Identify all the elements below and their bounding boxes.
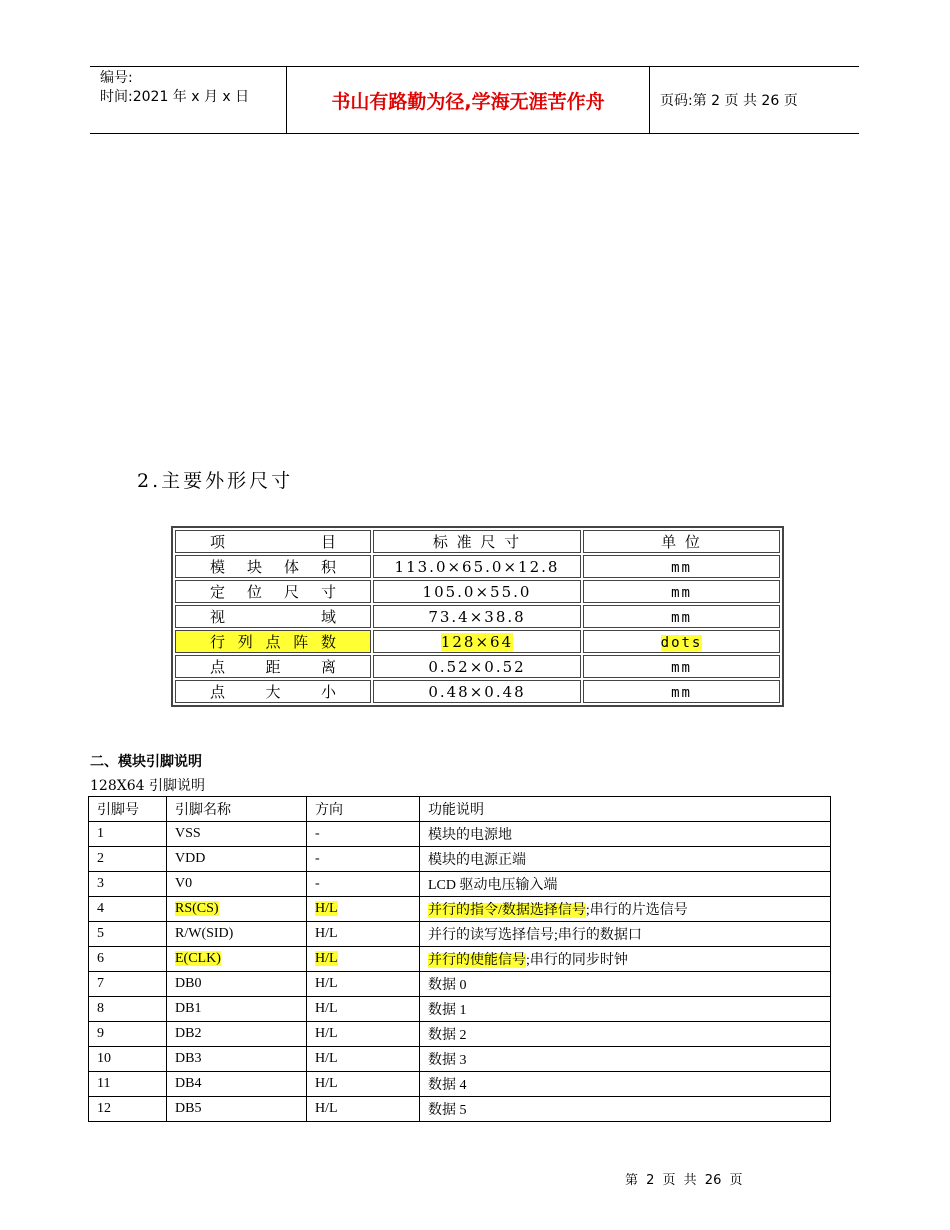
table-row [89,1047,831,1072]
pin-name-cell [167,972,307,997]
dim-item-cell-text [176,631,370,652]
pin-name: VDD [175,851,206,866]
header-divider [649,67,650,133]
dim-row [175,630,780,653]
pin-function-cell [420,822,831,847]
dim-unit-value: dots [660,634,703,651]
char: 点 [210,658,226,676]
dim-header-unit: 单 位 [583,530,780,553]
pin-function-highlight: 并行的指令/数据选择信号 [428,903,586,918]
pin-direction-cell [307,897,420,922]
char: 行 [210,633,226,651]
pin-function-cell [420,1097,831,1122]
pin-direction-cell [307,847,420,872]
char: 项 [210,533,226,551]
pin-function: 数据 1 [428,1003,467,1018]
dim-header-standard: 标 准 尺 寸 [373,530,581,553]
dim-standard-value: 105.0×55.0 [422,582,532,601]
section-title-dimensions: 2.主要外形尺寸 [137,470,294,492]
pin-direction-cell [307,872,420,897]
pin-name-cell [167,1097,307,1122]
header-page-number: 页码:第 2 页 共 26 页 [660,93,798,109]
char: 体 [283,558,299,576]
pin-number-cell: 6 [89,947,167,972]
pin-function-cell [420,1022,831,1047]
pin-function: LCD 驱动电压输入端 [428,878,558,893]
pin-function: 数据 2 [428,1028,467,1043]
pin-direction-cell [307,1047,420,1072]
pin-header-cell: 引脚名称 [167,797,307,822]
char: 离 [320,658,336,676]
pin-header-row [89,797,831,822]
pin-direction-cell [307,972,420,997]
dim-item-cell [175,555,371,578]
char: 列 [237,633,253,651]
dim-unit-cell [583,605,780,628]
dim-unit-cell [583,630,780,653]
header-date: 时间:2021 年 x 月 x 日 [100,89,250,105]
pin-direction: H/L [315,1001,338,1016]
dim-item-cell-text [176,606,370,627]
pin-function-cell [420,1072,831,1097]
pin-name: DB4 [175,1076,202,1091]
pin-function-cell [420,947,831,972]
dim-standard-value: 113.0×65.0×12.8 [394,557,560,576]
pin-direction-cell [307,922,420,947]
table-row [89,1072,831,1097]
dim-row [175,555,780,578]
pin-function: 模块的电源地 [428,828,512,843]
pin-number-cell: 8 [89,997,167,1022]
page-footer: 第 2 页 共 26 页 [625,1173,743,1188]
pin-direction-cell [307,947,420,972]
pin-name: E(CLK) [175,951,221,966]
pin-function: 数据 4 [428,1078,467,1093]
pin-number-cell: 5 [89,922,167,947]
pin-direction: H/L [315,1051,338,1066]
pin-function-highlight: 并行的使能信号 [428,953,526,968]
pin-function-cell [420,922,831,947]
pin-number-cell: 12 [89,1097,167,1122]
char: 寸 [320,583,336,601]
pin-number-cell: 11 [89,1072,167,1097]
pin-name-cell [167,1022,307,1047]
table-row [89,1097,831,1122]
char: 域 [320,608,336,626]
char: 点 [210,683,226,701]
header-motto: 书山有路勤为径,学海无涯苦作舟 [331,90,605,113]
pin-function-cell [420,847,831,872]
dim-standard-cell [373,680,581,703]
table-row [89,997,831,1022]
pin-direction: H/L [315,976,338,991]
dim-item-cell-text [176,681,370,702]
pin-name-cell [167,1072,307,1097]
dim-standard-cell [373,555,581,578]
page-header [90,66,859,134]
pin-header-cell: 功能说明 [420,797,831,822]
pin-number-cell: 9 [89,1022,167,1047]
char: 小 [320,683,336,701]
pin-number-cell: 2 [89,847,167,872]
pin-function-cell [420,897,831,922]
pin-function-cell [420,997,831,1022]
pin-name-cell [167,947,307,972]
pin-name-cell [167,897,307,922]
dim-standard-value: 0.48×0.48 [428,682,526,701]
dim-row [175,580,780,603]
pin-direction-cell [307,997,420,1022]
char: 定 [210,583,226,601]
pin-direction: H/L [315,926,338,941]
pin-name: DB1 [175,1001,202,1016]
pin-direction: - [315,826,320,841]
dim-standard-cell [373,630,581,653]
pin-number-cell: 1 [89,822,167,847]
pin-direction-cell [307,1022,420,1047]
section-subtitle-pins: 128X64 引脚说明 [90,778,205,794]
dim-unit-cell [583,580,780,603]
pin-function: 并行的读写选择信号;串行的数据口 [428,928,642,943]
pin-number-cell: 10 [89,1047,167,1072]
pin-name: V0 [175,876,193,891]
dim-row [175,605,780,628]
dim-item-cell [175,680,371,703]
pin-number-cell: 7 [89,972,167,997]
pin-name-cell [167,872,307,897]
dimensions-table [171,526,784,707]
pin-header-cell: 引脚号 [89,797,167,822]
table-row [89,947,831,972]
char: 阵 [293,633,309,651]
char: 数 [320,633,336,651]
pin-name-cell [167,847,307,872]
dim-item-cell [175,655,371,678]
dim-unit-cell [583,655,780,678]
dim-item-cell-text [176,581,370,602]
pin-number-cell: 3 [89,872,167,897]
header-meta [100,69,286,107]
dim-unit-value: mm [671,584,692,601]
pin-direction-cell [307,822,420,847]
pin-direction: H/L [315,1076,338,1091]
dim-header-row [175,530,780,553]
dim-unit-value: mm [671,559,692,576]
pin-direction: H/L [315,1101,338,1116]
dim-item-cell [175,605,371,628]
dim-standard-value: 73.4×38.8 [428,607,526,626]
char: 视 [210,608,226,626]
char: 块 [246,558,262,576]
dim-row [175,655,780,678]
pin-direction: H/L [315,1026,338,1041]
pin-name-cell [167,1047,307,1072]
pin-name-cell [167,997,307,1022]
dim-item-cell [175,580,371,603]
dim-header-item [175,530,371,553]
char: 距 [265,658,281,676]
pin-function: 数据 0 [428,978,467,993]
table-row [89,897,831,922]
pin-name-cell [167,822,307,847]
dim-item-cell-text [176,556,370,577]
dim-unit-cell [583,680,780,703]
dim-item-cell-text [176,656,370,677]
pin-function: 数据 3 [428,1053,467,1068]
section-title-pins: 二、模块引脚说明 [90,754,202,770]
table-row [89,1022,831,1047]
dim-standard-value: 0.52×0.52 [428,657,526,676]
dim-standard-cell [373,580,581,603]
pin-name: R/W(SID) [175,926,234,941]
pin-direction: H/L [315,901,338,916]
table-row [89,847,831,872]
pin-number-cell: 4 [89,897,167,922]
char: 积 [320,558,336,576]
char: 尺 [283,583,299,601]
dim-standard-cell [373,655,581,678]
pin-function: ;串行的同步时钟 [526,953,628,968]
pin-name: DB5 [175,1101,202,1116]
pin-name: VSS [175,826,201,841]
dim-header-item-text [176,531,370,552]
pin-function-cell [420,972,831,997]
pin-direction: H/L [315,951,338,966]
pin-name: DB3 [175,1051,202,1066]
char: 大 [265,683,281,701]
pin-function: 模块的电源正端 [428,853,526,868]
table-row [89,972,831,997]
header-number-label: 编号: [100,70,133,86]
dim-standard-cell [373,605,581,628]
dim-unit-value: mm [671,609,692,626]
pin-table [88,796,831,1122]
pin-name: RS(CS) [175,901,219,916]
pin-name: DB2 [175,1026,202,1041]
pin-direction-cell [307,1097,420,1122]
char: 模 [210,558,226,576]
dim-item-cell [175,630,371,653]
pin-function: ;串行的片选信号 [585,903,688,918]
table-row [89,872,831,897]
pin-name: DB0 [175,976,202,991]
pin-function-cell [420,872,831,897]
pin-direction: - [315,876,320,891]
pin-direction-cell [307,1072,420,1097]
pin-name-cell [167,922,307,947]
dim-unit-value: mm [671,684,692,701]
dim-unit-cell [583,555,780,578]
char: 位 [246,583,262,601]
pin-function-cell [420,1047,831,1072]
dim-standard-value: 128×64 [440,632,514,651]
dim-unit-value: mm [671,659,692,676]
pin-header-cell: 方向 [307,797,420,822]
table-row [89,822,831,847]
pin-function: 数据 5 [428,1103,467,1118]
pin-direction: - [315,851,320,866]
table-row [89,922,831,947]
dim-row [175,680,780,703]
char: 目 [320,533,336,551]
char: 点 [265,633,281,651]
